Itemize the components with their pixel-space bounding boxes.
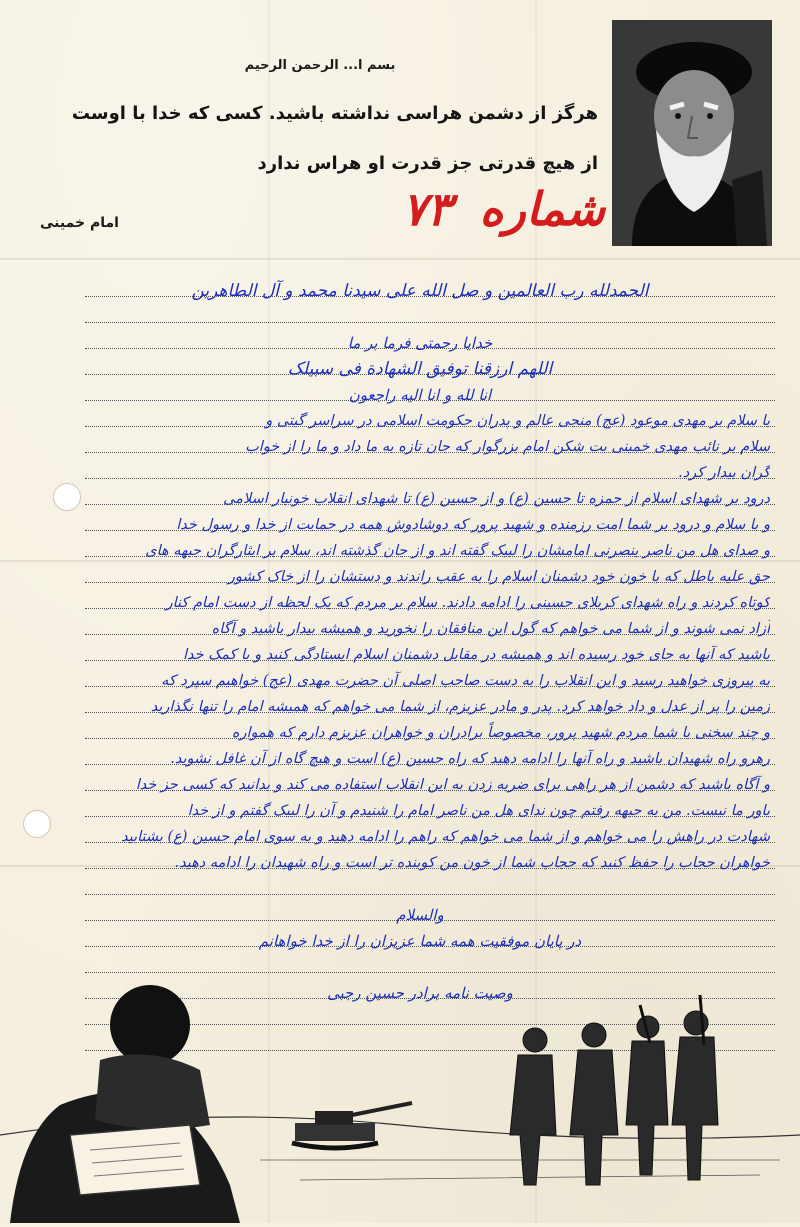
binder-hole-icon (53, 483, 81, 511)
portrait-photo-icon (612, 20, 772, 246)
letter-line: یاور ما نیست. من به جبهه رفتم چون ندای هل من ناصر امام را شنیدم و آن را لبیک گفتم و از خدا (187, 803, 770, 819)
letter-line: انا لله و انا الیه راجعون (348, 386, 492, 404)
letter-line: سلام بر نائب مهدی خمینی بت شکن امام بزرگوار که جان تازه به ما داد و ما را از خواب (245, 439, 770, 455)
letter-line: خواهران حجاب را حفظ کنید که حجاب شما از خون من کوبنده تر است و راه شهیدان را ادامه دهید. (174, 855, 770, 871)
letter-line: الحمدلله رب العالمین و صل الله علی سیدنا محمد و آل الطاهرین (191, 281, 649, 301)
quote-line-2: از هیچ قدرتی جز قدرت او هراس ندارد (257, 153, 598, 174)
letter-line (70, 954, 770, 980)
quote-line-1: هرگز از دشمن هراسی نداشته باشید. کسی که خدا با اوست (71, 103, 598, 124)
fold-line (0, 258, 800, 260)
soldiers-and-tank-illustration-icon (0, 985, 800, 1223)
letter-line: کوتاه کردند و راه شهدای کربلای حسینی را ادامه دادند. سلام بر مردم که یک لحظه از دست امام کنار (165, 595, 770, 611)
handwritten-letter-body (70, 278, 770, 1006)
number-value: ۷۳ (402, 182, 452, 236)
letter-line: در پایان موفقیت همه شما عزیزان را از خدا خواهانم (258, 932, 582, 950)
letter-line: زمین را پر از عدل و داد خواهد کرد. پدر و مادر عزیزم، از شما می خواهم که همیشه امام را تنها نگذارید (150, 699, 770, 715)
quote-attribution: امام خمینی (40, 215, 119, 231)
letter-line: و آگاه باشید که دشمن از هر راهی برای ضربه زدن به این انقلاب استفاده می کند و بدانید که کسی جز خدا (135, 777, 770, 793)
letter-line: گران بیدار کرد. (678, 465, 770, 481)
letter-line: وصیت نامه برادر حسین رجبی (327, 984, 513, 1002)
letter-line: حق علیه باطل که با خون خود دشمنان اسلام را به عقب راندند و دستشان را از خاک کشور (227, 569, 770, 585)
letter-line (70, 876, 770, 902)
letter-line: به پیروزی خواهید رسید و این انقلاب را به دست صاحب اصلی آن حضرت مهدی (عج) خواهیم سپرد که (161, 673, 770, 689)
letter-line: و چند سخنی با شما مردم شهید پرور، مخصوصاً برادران و خواهران عزیزم دارم که همواره (231, 725, 770, 741)
letter-line: آزاد نمی شوند و از شما می خواهم که گول این منافقان را نخورید و همیشه بیدار باشید و آگاه (211, 621, 770, 637)
letter-line: شهادت در راهش را می خواهم و از شما می خواهم که راهم را ادامه دهید و به سوی امام حسین (ع) بشتابید (121, 829, 770, 845)
letter-line: با سلام بر مهدی موعود (عج) منجی عالم و پدران حکومت اسلامی در سراسر گیتی و (265, 413, 770, 429)
letter-line: رهرو راه شهیدان باشید و راه آنها را ادامه دهید که راه حسین (ع) است و هیچ گاه از آن غافل نشوید. (170, 751, 770, 767)
letter-line: والسلام (396, 906, 444, 924)
letter-line: و صدای هل من ناصر ینصرنی امامشان را لبیک گفته اند و از جان گذشته اند، سلام بر ایثارگران جبهه های (145, 543, 770, 559)
letter-line: اللهم ارزقنا توفیق الشهادة فی سبیلک (287, 359, 553, 379)
number-label: شماره (479, 182, 605, 236)
letter-line (70, 304, 770, 330)
letter-line: و با سلام و درود بر شما امت رزمنده و شهید پرور که دوشادوش همه در حمایت از خدا و رسول خدا (176, 517, 770, 533)
bismillah-heading: بسم ا... الرحمن الرحیم (244, 58, 396, 73)
letter-line: باشید که آنها به جای خود رسیده اند و همیشه در مقابل دشمنان اسلام ایستادگی کنید و با کمک خدا (182, 647, 770, 663)
binder-hole-icon (23, 810, 51, 838)
letter-line: درود بر شهدای اسلام از حمزه تا حسین (ع) و از حسین (ع) تا شهدای انقلاب خونبار اسلامی (223, 491, 770, 507)
letter-line: خدایا رحمتی فرما بر ما (347, 334, 493, 352)
letter-number-stamp (395, 182, 605, 246)
